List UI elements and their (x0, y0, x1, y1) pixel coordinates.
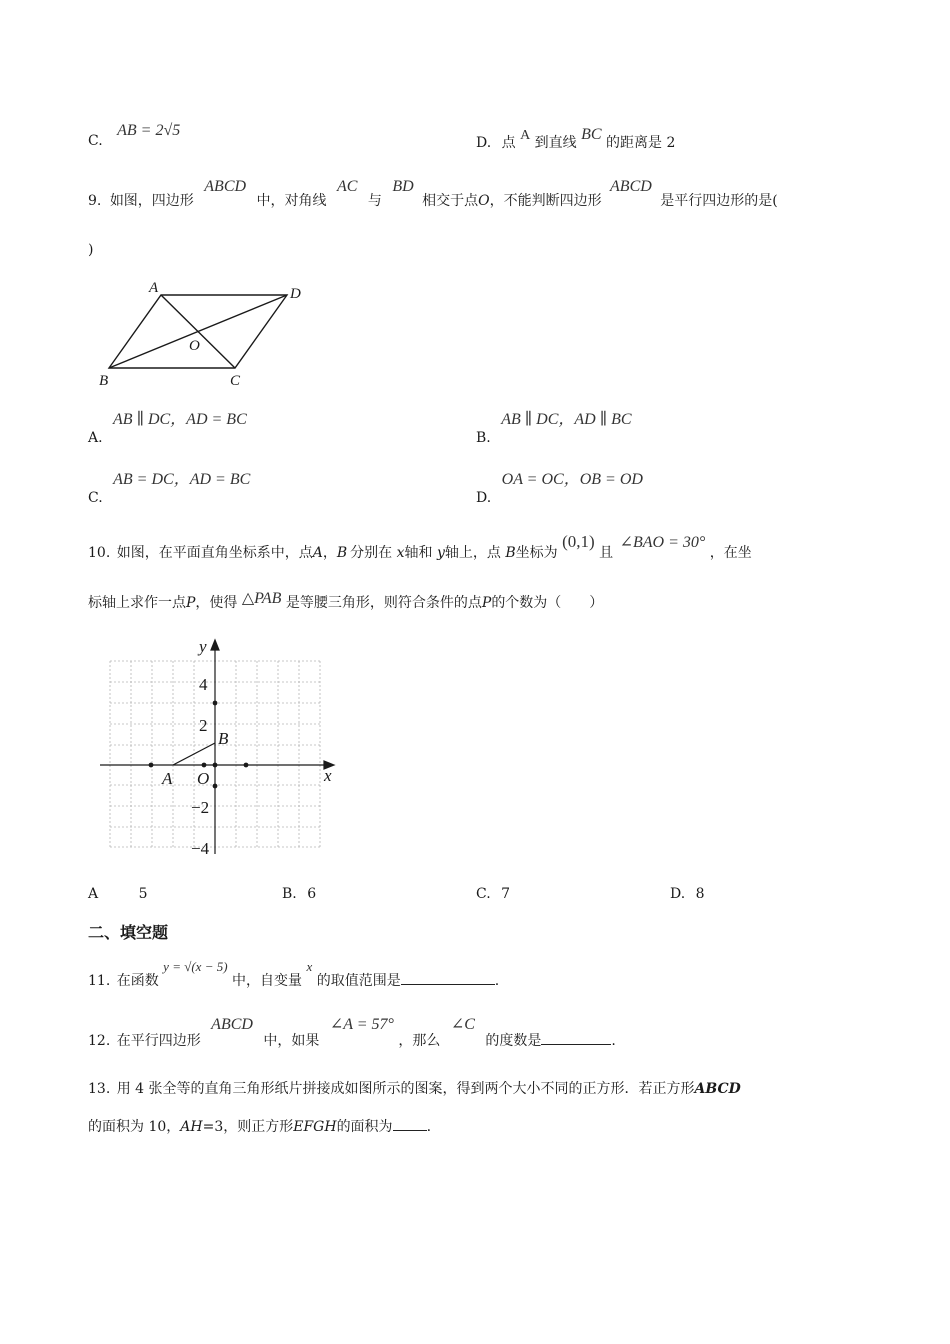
q12-angle: ∠A = 57° (329, 1016, 394, 1033)
y-axis-arrow (211, 640, 219, 650)
point-dot (244, 763, 249, 768)
q8-option-c (88, 122, 181, 149)
q11-function: y = √(x − 5) (163, 959, 228, 974)
q11-text: 在函数 (116, 973, 159, 989)
q10-option-a-value: 5 (138, 886, 148, 902)
tick-label: 2 (199, 716, 208, 735)
q11-text: . (494, 973, 500, 989)
q8-option-d-text2: 到直线 (534, 135, 577, 151)
q8-option-d (476, 124, 676, 151)
tick-label: −4 (191, 839, 210, 858)
q10-point-b: B (336, 545, 348, 561)
q10-coord: (0,1) (562, 532, 595, 551)
q13-answer-blank[interactable] (393, 1130, 427, 1131)
point-a-label: A (162, 769, 173, 788)
q12-angle-c: ∠C (450, 1016, 475, 1033)
q11-text: 的取值范围是 (316, 973, 401, 989)
q10-text: 的个数为（ ） (491, 595, 604, 611)
q10-text: 坐标为 (515, 545, 558, 561)
q10-option-b-value: 6 (307, 886, 317, 902)
q8-option-d-line: BC (581, 126, 602, 143)
vertex-c-label: C (230, 373, 241, 389)
q9-math: BD (392, 178, 414, 195)
q9-option-a-math: AB ∥ DC，AD = BC (113, 411, 247, 428)
q13-segment-ah: AH (180, 1119, 203, 1135)
q10-option-c-value: 7 (501, 886, 511, 902)
q13-number: 13. (88, 1081, 111, 1097)
q9-option-c-label: C. (88, 490, 103, 506)
q9-option-d-math: OA = OC，OB = OD (501, 471, 643, 488)
q10-option-c (476, 886, 510, 902)
q9-number: 9. (88, 193, 102, 209)
q13-text: 的面积为 (336, 1119, 393, 1135)
q10-option-b (282, 886, 316, 902)
q10-option-d-value: 8 (695, 886, 705, 902)
q10-point-p: P (186, 595, 196, 611)
q10-text: 如图，在平面直角坐标系中，点 (116, 545, 313, 561)
q11-text: 中，自变量 (232, 973, 303, 989)
q11-variable: x (306, 959, 313, 974)
q13-line1 (88, 1078, 741, 1098)
q10-x: x (396, 545, 405, 561)
q10-text: ，使得 (195, 595, 238, 611)
q10-point-a: A (312, 545, 323, 561)
tick-label: 4 (199, 675, 208, 694)
q10-text: 是等腰三角形，则符合条件的点 (285, 595, 482, 611)
q10-option-a (88, 886, 148, 902)
q13-text: 的面积为 10， (88, 1119, 181, 1135)
q10-option-d-label: D. (670, 886, 686, 902)
q9-option-b-label: B. (476, 430, 491, 446)
q8-option-d-text1: 点 (501, 135, 516, 151)
point-dot (213, 701, 218, 706)
q12-text: 的度数是 (485, 1033, 542, 1049)
point-dot (213, 784, 218, 789)
q8-option-d-label: D. (476, 135, 492, 151)
q9-option-b-math: AB ∥ DC，AD ∥ BC (501, 411, 632, 428)
q10-option-c-label: C. (476, 886, 491, 902)
q9-math: AC (336, 178, 358, 195)
q9-option-a (88, 406, 247, 446)
q8-option-d-text3: 的距离是 2 (606, 135, 676, 151)
q11-answer-blank[interactable] (401, 984, 495, 985)
q10-number: 10. (88, 545, 111, 561)
q9-math: ABCD (610, 178, 652, 195)
q10-text: 分别在 (350, 545, 393, 561)
q10-point-b: B (505, 545, 516, 561)
q9-text: 如图，四边形 (109, 193, 194, 209)
q12-text: . (611, 1033, 616, 1049)
q8-option-c-math: AB = 2√5 (117, 122, 181, 139)
q9-text: 与 (367, 193, 382, 209)
x-axis-label: x (324, 766, 332, 785)
q8-option-d-point: A (520, 128, 531, 143)
q12-math: ABCD (211, 1016, 253, 1033)
q9-point-o: O (478, 193, 490, 209)
q9-option-b (476, 406, 632, 446)
q10-text: 轴上，点 (444, 545, 501, 561)
q12-text: 中，如果 (263, 1033, 320, 1049)
q9-stem (88, 176, 778, 209)
q9-close-paren: ) (88, 242, 94, 258)
q13-square-efgh: EFGH (293, 1119, 337, 1135)
vertex-b-label: B (99, 373, 109, 389)
q12-text: ，那么 (398, 1033, 441, 1049)
q10-text: ， (322, 545, 337, 561)
q12-answer-blank[interactable] (541, 1044, 611, 1045)
q13-line2 (88, 1116, 431, 1136)
q10-text: 轴和 (404, 545, 433, 561)
vertex-d-label: D (290, 286, 301, 302)
q10-text: ，在坐 (709, 545, 752, 561)
q12-stem (88, 1014, 616, 1049)
q10-coordinate-graph (96, 636, 346, 860)
section-title: 二、填空题 (88, 923, 169, 942)
point-dot (213, 763, 218, 768)
q9-option-c-math: AB = DC，AD = BC (113, 471, 251, 488)
q9-parallelogram-figure (95, 278, 325, 390)
point-o-label: O (189, 338, 200, 354)
q11-stem (88, 956, 500, 989)
y-axis-label: y (199, 637, 207, 656)
q9-math: ABCD (204, 178, 247, 195)
point-dot (202, 763, 207, 768)
q13-text: 用 4 张全等的直角三角形纸片拼接成如图所示的图案，得到两个大小不同的正方形．若正方形 (116, 1081, 695, 1097)
q9-option-d-label: D. (476, 490, 492, 506)
q10-triangle: △PAB (241, 590, 282, 607)
q10-point-p: P (481, 595, 492, 611)
q10-option-d (670, 886, 705, 902)
q10-y: y (436, 545, 445, 561)
q13-square-abcd: ABCD (694, 1081, 741, 1097)
q9-option-a-label: A. (88, 430, 103, 446)
q9-option-c (88, 466, 251, 506)
q10-stem-line1 (88, 532, 752, 561)
point-dot (149, 763, 154, 768)
tick-label: −2 (191, 798, 210, 817)
q10-text: 且 (599, 545, 614, 561)
q13-text: =3，则正方形 (202, 1119, 294, 1135)
q10-text: 标轴上求作一点 (88, 595, 186, 611)
q10-option-b-label: B. (282, 886, 297, 902)
q13-text: . (426, 1119, 432, 1135)
vertex-a-label: A (149, 280, 159, 296)
q9-text: 是平行四边形的是( (660, 193, 778, 209)
point-b-label: B (218, 729, 229, 748)
q10-angle: ∠BAO = 30° (619, 534, 706, 551)
q12-number: 12. (88, 1033, 111, 1049)
origin-label: O (197, 769, 210, 788)
q11-number: 11. (88, 973, 111, 989)
q9-option-d (476, 466, 643, 506)
q9-text: ，不能判断四边形 (489, 193, 602, 209)
q10-stem-line2 (88, 588, 604, 611)
q9-text: 相交于点 (422, 193, 479, 209)
q10-option-a-label: A (88, 886, 99, 902)
q9-text: 中，对角线 (256, 193, 327, 209)
q8-option-c-label: C. (88, 133, 103, 149)
q12-text: 在平行四边形 (116, 1033, 201, 1049)
